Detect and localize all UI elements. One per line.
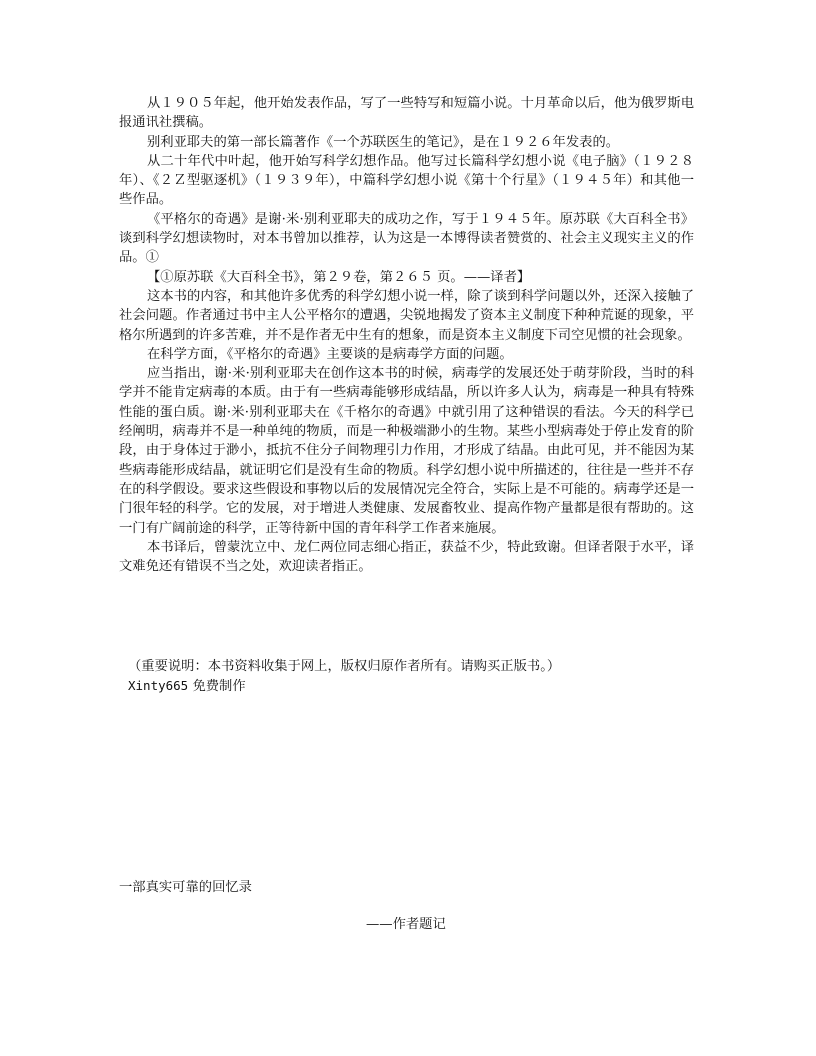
paragraph: 从二十年代中叶起，他开始写科学幻想作品。他写过长篇科学幻想小说《电子脑》（１９２８年）、《２Ｚ型驱逐机》（１９３９年），中篇科学幻想小说《第十个行星》（１９４５年）和其他一些作品。	[119, 153, 694, 208]
credit-text: 免费制作	[188, 679, 246, 695]
paragraph: 本书译后，曾蒙沈立中、龙仁两位同志细心指正，获益不少，特此致谢。但译者限于水平，译文难免还有错误不当之处，欢迎读者指正。	[119, 539, 694, 575]
copyright-notice	[128, 657, 728, 697]
paragraph: 在科学方面，《平格尔的奇遇》主要谈的是病毒学方面的问题。	[147, 346, 513, 362]
section-subtitle: ——作者题记	[366, 917, 446, 932]
credit-line	[128, 676, 728, 696]
paragraph: 《平格尔的奇遇》是谢·米·别利亚耶夫的成功之作，写于１９４５年。原苏联《大百科全书》谈到科学幻想读物时，对本书曾加以推荐，认为这是一本博得读者赞赏的、社会主义现实主义的作品。①	[119, 211, 694, 266]
paragraph: 应当指出，谢·米·别利亚耶夫在创作这本书的时候，病毒学的发展还处于萌芽阶段，当时的科学并不能肯定病毒的本质。由于有一些病毒能够形成结晶，所以许多人认为，病毒是一种具有特殊性能的蛋白质。谢·米·别利亚耶夫在《千格尔的奇遇》中就引用了这种错误的看法。今天的科学已经阐明，病毒并不是一种单纯的物质，而是一种极端渺小的生物。某些小型病毒处于停止发育的阶段，由于身体过于渺小，抵抗不住分子间物理引力作用，才形成了结晶。由此可见，并不能因为某些病毒能形成结晶，就证明它们是没有生命的物质。科学幻想小说中所描述的，往往是一些并不存在的科学假设。要求这些假设和事物以后的发展情况完全符合，实际上是不可能的。病毒学还是一门很年轻的科学。它的发展，对于增进人类健康、发展畜牧业、提高作物产量都是很有帮助的。这一门有广阔前途的科学，正等待新中国的青年科学工作者来施展。	[119, 366, 694, 536]
notice-line: （重要说明：本书资料收集于网上，版权归原作者所有。请购买正版书。）	[128, 659, 561, 674]
paragraph: 别利亚耶夫的第一部长篇著作《一个苏联医生的笔记》，是在１９２６年发表的。	[147, 134, 620, 150]
paragraph: 这本书的内容，和其他许多优秀的科学幻想小说一样，除了谈到科学问题以外，还深入接触了社会问题。作者通过书中主人公平格尔的遭遇，尖锐地揭发了资本主义制度下种种荒诞的现象，平格尔所遇到的许多苦难，并不是作者无中生有的想象，而是资本主义制度下司空见惯的社会现象。	[119, 288, 694, 343]
translator-afterword	[119, 94, 694, 576]
paragraph: 从１９０５年起，他开始发表作品，写了一些特写和短篇小说。十月革命以后，他为俄罗斯电报通讯社撰稿。	[119, 96, 694, 131]
footnote: 【①原苏联《大百科全书》，第２９卷，第２６５ 页。——译者】	[147, 269, 531, 285]
section-title: 一部真实可靠的回忆录	[119, 880, 252, 895]
credit-name: Xinty665	[128, 678, 189, 694]
